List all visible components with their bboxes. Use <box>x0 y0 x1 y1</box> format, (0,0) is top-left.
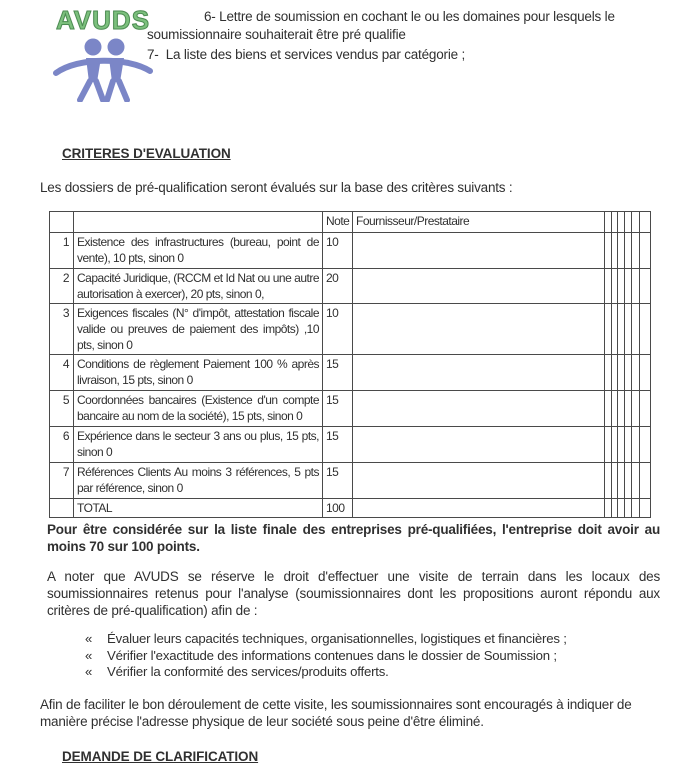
check-cell <box>618 212 625 233</box>
check-cell <box>625 269 632 304</box>
site-visit-paragraph: A noter que AVUDS se réserve le droit d'effectuer une visite de terrain dans les locaux des soumissionnaires retenus pour l'analyse (soumissionnaires dont les propositions auront répondu aux critères de pré-qualification) afin de : <box>47 569 660 618</box>
check-cell <box>640 463 651 499</box>
row-note: 15 <box>323 427 353 463</box>
check-cell <box>625 304 632 355</box>
clarification-section-title: DEMANDE DE CLARIFICATION <box>62 749 259 764</box>
row-fournisseur <box>353 463 605 499</box>
evaluation-criteria-table <box>49 211 651 518</box>
row-number: 3 <box>50 304 74 355</box>
check-cell <box>605 233 612 269</box>
avuds-logo-text: AVUDS <box>55 5 151 35</box>
criteria-intro-text: Les dossiers de pré-qualification seront évalués sur la base des critères suivants : <box>40 180 513 195</box>
check-cell <box>632 212 640 233</box>
header-criteria-cell <box>74 212 323 233</box>
check-cell <box>618 304 625 355</box>
row-number: 2 <box>50 269 74 304</box>
check-cell <box>640 427 651 463</box>
row-number: 5 <box>50 391 74 427</box>
check-cell <box>605 391 612 427</box>
criteria-row <box>50 355 651 391</box>
check-cell <box>605 499 612 518</box>
check-cell <box>605 355 612 391</box>
criteria-row <box>50 391 651 427</box>
criteria-row <box>50 269 651 304</box>
check-cell <box>632 499 640 518</box>
row-number: 7 <box>50 463 74 499</box>
row-number <box>50 499 74 518</box>
guillemet-marker: « <box>85 664 93 679</box>
check-cell <box>632 427 640 463</box>
check-cell <box>618 355 625 391</box>
list-item-6: 6- Lettre de soumission en cochant le ou les domaines pour lesquels le soumissionnaire souhaiterait être pré qualifie <box>147 9 615 42</box>
total-label: TOTAL <box>74 499 323 518</box>
row-number: 6 <box>50 427 74 463</box>
check-cell <box>632 391 640 427</box>
check-cell <box>640 499 651 518</box>
check-cell <box>625 233 632 269</box>
threshold-paragraph: Pour être considérée sur la liste finale des entreprises pré-qualifiées, l'entreprise doit avoir au moins 70 sur 100 points. <box>47 522 660 554</box>
row-fournisseur <box>353 391 605 427</box>
check-cell <box>605 463 612 499</box>
check-cell <box>640 355 651 391</box>
check-cell <box>632 304 640 355</box>
guillemet-marker: « <box>85 631 93 646</box>
row-note: 15 <box>323 463 353 499</box>
row-criteria: Existence des infrastructures (bureau, point de vente), 10 pts, sinon 0 <box>74 233 323 269</box>
bullet-text: Évaluer leurs capacités techniques, organisationnelles, logistiques et financières ; <box>107 631 567 646</box>
check-cell <box>618 499 625 518</box>
row-note: 10 <box>323 233 353 269</box>
guillemet-marker: « <box>85 647 93 663</box>
check-cell <box>640 304 651 355</box>
two-figures-icon <box>53 36 153 102</box>
row-fournisseur <box>353 269 605 304</box>
header-num-cell <box>50 212 74 233</box>
bullet-text: Vérifier l'exactitude des informations contenues dans le dossier de Soumission ; <box>107 647 557 663</box>
check-cell <box>618 391 625 427</box>
check-cell <box>618 427 625 463</box>
total-row <box>50 499 651 518</box>
row-fournisseur <box>353 304 605 355</box>
check-cell <box>632 355 640 391</box>
header-note-cell: Note <box>323 212 353 233</box>
check-cell <box>605 304 612 355</box>
criteria-row <box>50 463 651 499</box>
criteria-row <box>50 233 651 269</box>
submission-items-list <box>147 8 666 64</box>
check-cell <box>605 269 612 304</box>
row-fournisseur <box>353 233 605 269</box>
row-criteria: Coordonnées bancaires (Existence d'un compte bancaire au nom de la société), 15 pts, sinon 0 <box>74 391 323 427</box>
bullet-item <box>85 648 655 665</box>
avuds-logo <box>48 6 158 102</box>
check-cell <box>640 391 651 427</box>
row-fournisseur <box>353 499 605 518</box>
check-cell <box>640 212 651 233</box>
bullet-item <box>85 664 655 681</box>
check-cell <box>605 212 612 233</box>
row-number: 1 <box>50 233 74 269</box>
check-cell <box>625 499 632 518</box>
row-criteria: Exigences fiscales (N° d'impôt, attestation fiscale valide ou preuves de paiement des impôts) ,10 pts, sinon 0 <box>74 304 323 355</box>
closing-paragraph: Afin de faciliter le bon déroulement de cette visite, les soumissionnaires sont encouragés à indiquer de manière précise l'adresse physique de leur société sous peine d'être éliminé. <box>40 697 632 729</box>
check-cell <box>640 233 651 269</box>
check-cell <box>625 391 632 427</box>
row-number: 4 <box>50 355 74 391</box>
check-cell <box>625 463 632 499</box>
row-note: 15 <box>323 391 353 427</box>
check-cell <box>618 269 625 304</box>
check-cell <box>632 269 640 304</box>
check-cell <box>632 463 640 499</box>
bullet-item <box>85 631 655 648</box>
check-cell <box>625 212 632 233</box>
row-fournisseur <box>353 427 605 463</box>
criteria-row <box>50 427 651 463</box>
check-cell <box>632 233 640 269</box>
total-note: 100 <box>323 499 353 518</box>
row-criteria: Références Clients Au moins 3 références, 5 pts par référence, sinon 0 <box>74 463 323 499</box>
table-header-row <box>50 212 651 233</box>
check-cell <box>640 269 651 304</box>
check-cell <box>625 427 632 463</box>
criteria-section-title: CRITERES D'EVALUATION <box>62 146 231 161</box>
row-fournisseur <box>353 355 605 391</box>
visit-purpose-list <box>85 631 655 681</box>
row-criteria: Conditions de règlement Paiement 100 % après livraison, 15 pts, sinon 0 <box>74 355 323 391</box>
row-note: 10 <box>323 304 353 355</box>
check-cell <box>625 355 632 391</box>
check-cell <box>618 463 625 499</box>
row-criteria: Capacité Juridique, (RCCM et Id Nat ou une autre autorisation à exercer), 20 pts, sinon 0, <box>74 269 323 304</box>
check-cell <box>605 427 612 463</box>
criteria-row <box>50 304 651 355</box>
row-criteria: Expérience dans le secteur 3 ans ou plus, 15 pts, sinon 0 <box>74 427 323 463</box>
row-note: 20 <box>323 269 353 304</box>
check-cell <box>618 233 625 269</box>
row-note: 15 <box>323 355 353 391</box>
list-item-7: 7- La liste des biens et services vendus par catégorie ; <box>147 47 466 62</box>
bullet-text: Vérifier la conformité des services/produits offerts. <box>107 664 389 679</box>
header-fournisseur-cell: Fournisseur/Prestataire <box>353 212 605 233</box>
